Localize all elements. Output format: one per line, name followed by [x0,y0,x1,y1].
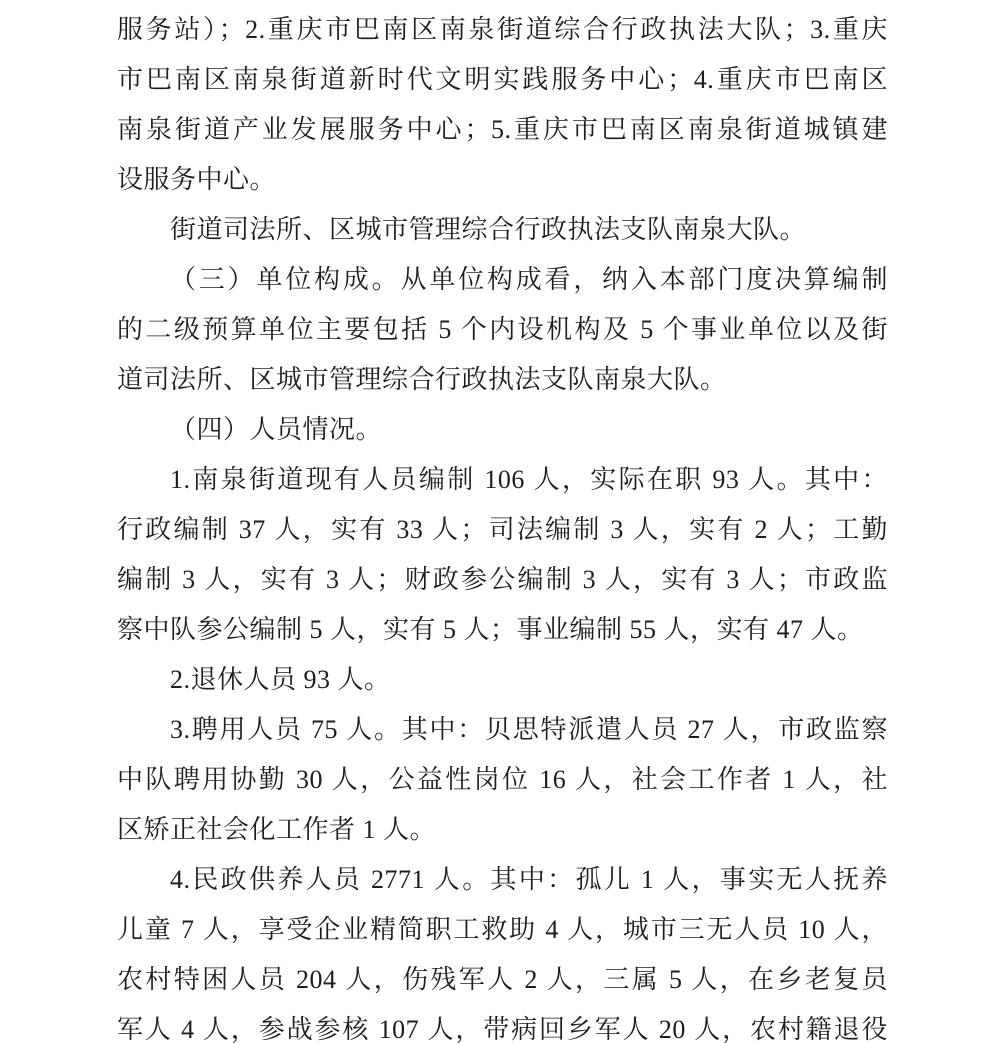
document-text-line: 的二级预算单位主要包括 5 个内设机构及 5 个事业单位以及街 [117,315,888,344]
document-text-line: 中队聘用协勤 30 人，公益性岗位 16 人，社会工作者 1 人，社 [117,765,888,794]
document-text-line: 察中队参公编制 5 人，实有 5 人；事业编制 55 人，实有 47 人。 [117,615,864,644]
document-body [117,5,888,1043]
document-text-line: （四）人员情况。 [170,415,383,444]
document-text-line: 4.民政供养人员 2771 人。其中：孤儿 1 人，事实无人抚养 [170,865,888,894]
document-text-line: 儿童 7 人，享受企业精简职工救助 4 人，城市三无人员 10 人， [117,915,888,944]
document-text-line: 设服务中心。 [117,165,277,194]
document-text-line: 区矫正社会化工作者 1 人。 [117,815,437,844]
document-text-line: 道司法所、区城市管理综合行政执法支队南泉大队。 [117,365,727,394]
document-text-line: 1.南泉街道现有人员编制 106 人，实际在职 93 人。其中： [170,465,888,494]
document-text-line: 南泉街道产业发展服务中心；5.重庆市巴南区南泉街道城镇建 [117,115,888,144]
document-text-line: 3.聘用人员 75 人。其中：贝思特派遣人员 27 人，市政监察 [170,715,888,744]
document-text-line: （三）单位构成。从单位构成看，纳入本部门度决算编制 [170,265,888,294]
document-text-line: 军人 4 人，参战参核 107 人，带病回乡军人 20 人，农村籍退役 [117,1015,888,1043]
document-text-line: 街道司法所、区城市管理综合行政执法支队南泉大队。 [170,215,807,244]
document-text-line: 服务站）；2.重庆市巴南区南泉街道综合行政执法大队；3.重庆 [117,15,888,44]
document-text-line: 农村特困人员 204 人，伤残军人 2 人，三属 5 人，在乡老复员 [117,965,888,994]
document-text-line: 市巴南区南泉街道新时代文明实践服务中心；4.重庆市巴南区 [117,65,888,94]
document-text-line: 行政编制 37 人，实有 33 人；司法编制 3 人，实有 2 人；工勤 [117,515,888,544]
document-text-line: 编制 3 人，实有 3 人；财政参公编制 3 人，实有 3 人；市政监 [117,565,888,594]
document-text-line: 2.退休人员 93 人。 [170,665,391,694]
